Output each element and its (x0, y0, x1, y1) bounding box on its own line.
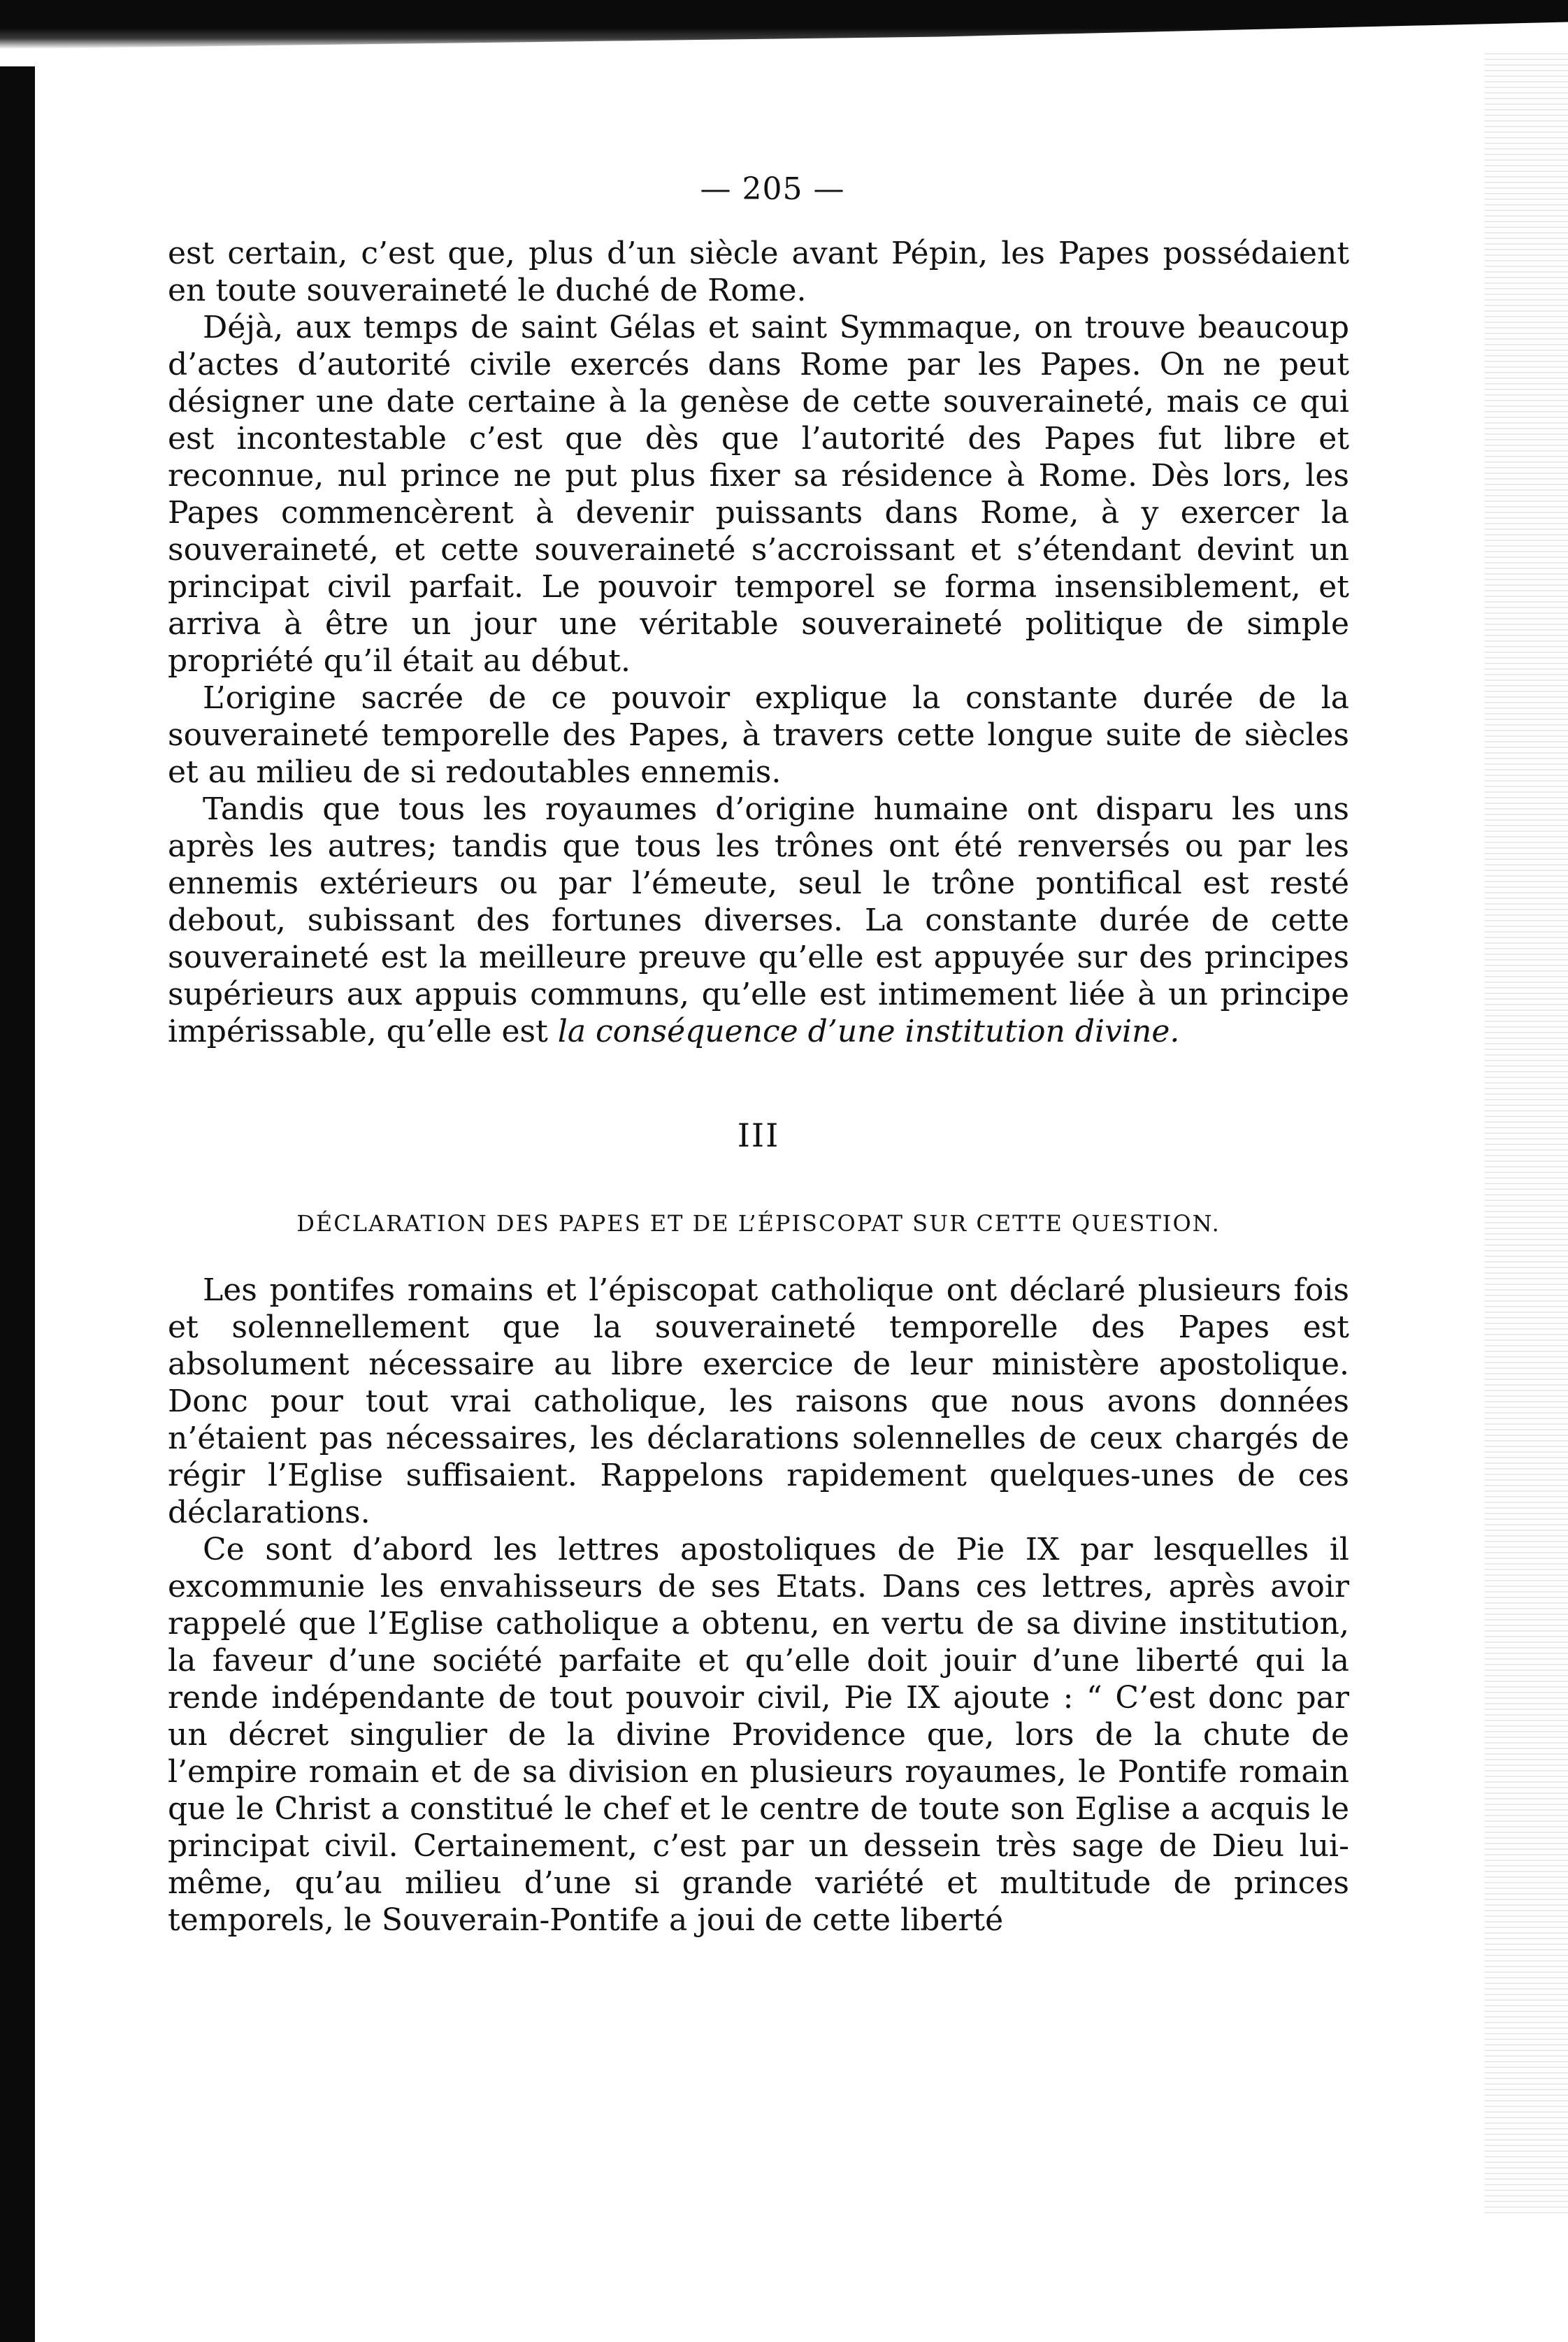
paragraph: L’origine sacrée de ce pouvoir explique la constante durée de la souveraineté temporelle des Papes, à travers cette longue suite de siècles et au milieu de si redoutables ennemis. (168, 680, 1349, 790)
section-numeral: III (737, 1116, 780, 1154)
paragraph: Déjà, aux temps de saint Gélas et saint Symmaque, on trouve beaucoup d’actes d’autorité civile exercés dans Rome par les Papes. On ne peut désigner une date certaine à la genèse de cette souveraineté, mais ce qui est incontestable c’est que dès que l’autorité des Papes fut libre et reconnue, nul prince ne put plus fixer sa résidence à Rome. Dès lors, les Papes commencèrent à devenir puissants dans Rome, à y exercer la souveraineté, et cette souveraineté s’accroissant et s’étendant devint un principat civil parfait. Le pouvoir temporel se forma insensiblement, et arriva à être un jour une véritable souveraineté politique de simple propriété qu’il était au début. (168, 310, 1349, 679)
book-page (168, 171, 1349, 1939)
scan-left-border (0, 66, 35, 2342)
paragraph: Ce sont d’abord les lettres apostoliques de Pie IX par lesquelles il excommunie les envahisseurs de ses Etats. Dans ces lettres, après avoir rappelé que l’Eglise catholique a obtenu, en vertu de sa divine institution, la faveur d’une société parfaite et qu’elle doit jouir d’une liberté qui la rende indépendante de tout pouvoir civil, Pie IX ajoute : “ C’est donc par un décret singulier de la divine Providence que, lors de la chute de l’empire romain et de sa division en plusieurs royaumes, le Pontife romain que le Christ a constitué le chef et le centre de toute son Eglise a acquis le principat civil. Certainement, c’est par un dessein très sage de Dieu lui-même, qu’au milieu d’une si grande variété et multitude de princes temporels, le Souverain-Pontife a joui de cette liberté (168, 1532, 1349, 1938)
section-title: DÉCLARATION DES PAPES ET DE L’ÉPISCOPAT SUR CETTE QUESTION. (296, 1210, 1221, 1237)
scan-right-edge (1484, 49, 1568, 2216)
paragraph: Les pontifes romains et l’épiscopat catholique ont déclaré plusieurs fois et solennellement que la souveraineté temporelle des Papes est absolument nécessaire au libre exercice de leur ministère apostolique. Donc pour tout vrai catholique, les raisons que nous avons données n’étaient pas nécessaires, les déclarations solennelles de ceux chargés de régir l’Eglise suffisaient. Rappelons rapidement quelques-unes de ces déclarations. (168, 1272, 1349, 1530)
paragraph (168, 791, 1349, 1050)
italic-phrase: la conséquence d’une institution divine. (557, 1014, 1180, 1049)
page-number: — 205 — (700, 171, 845, 207)
paragraph-text: Tandis que tous les royaumes d’origine humaine ont disparu les uns après les autres; tandis que tous les trônes ont été renversés ou par les ennemis extérieurs ou par l’émeute, seul le trône pontifical est resté debout, subissant des fortunes diverses. La constante durée de cette souveraineté est la meilleure preuve qu’elle est appuyée sur des principes supérieurs aux appuis communs, qu’elle est intimement liée à un principe impérissable, qu’elle est (168, 791, 1349, 1049)
paragraph-continuation: est certain, c’est que, plus d’un siècle avant Pépin, les Papes possédaient en toute souveraineté le duché de Rome. (168, 236, 1349, 308)
scan-top-border (0, 0, 1568, 49)
